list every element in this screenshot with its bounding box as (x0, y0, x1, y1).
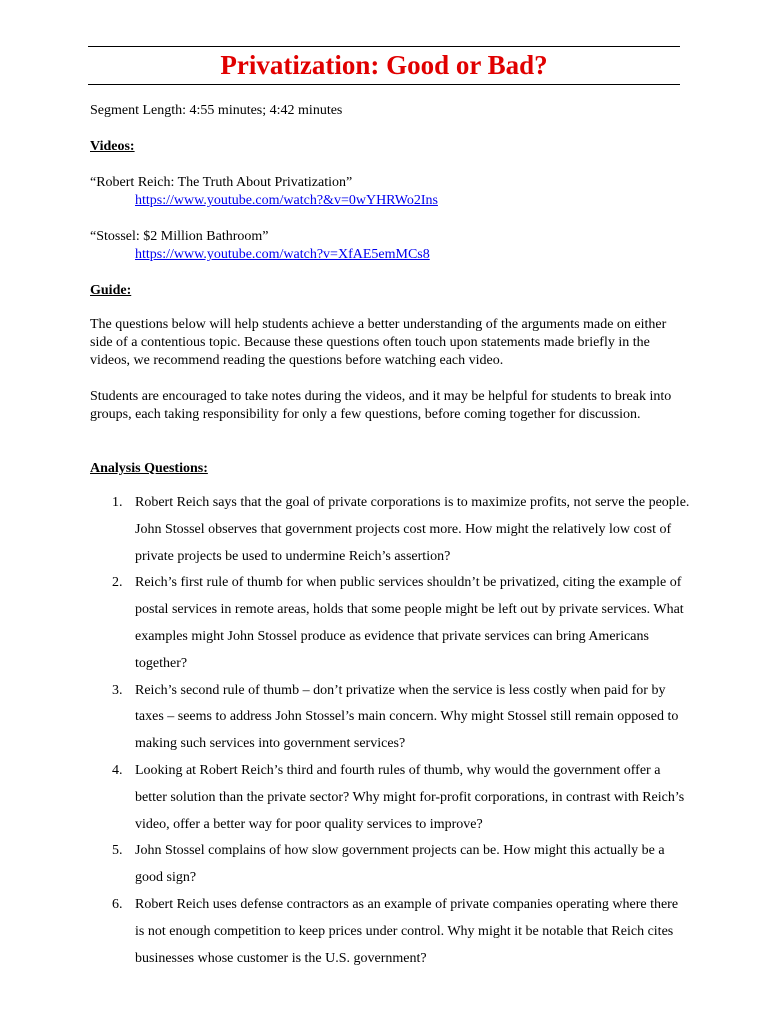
question-text: Robert Reich uses defense contractors as an example of private companies operating where there is not enough competition to keep prices under control. Why might it be notable that Reich cites businesses whose customer is the U.S. government? (135, 896, 679, 966)
question-number: 6. (112, 896, 123, 912)
question-number: 3. (112, 682, 123, 698)
question-text: Looking at Robert Reich’s third and fourth rules of thumb, why would the government offer a better solution than the private sector? Why might for-profit corporations, in contrast with Reich’s video, offer a better way for poor quality services to improve? (135, 762, 685, 832)
question-text: John Stossel complains of how slow government projects can be. How might this actually be a good sign? (135, 843, 665, 886)
question-item (90, 758, 690, 838)
guide-heading: Guide: (90, 283, 132, 298)
segment-length: Segment Length: 4:55 minutes; 4:42 minutes (90, 103, 343, 118)
document-title: Privatization: Good or Bad? (220, 50, 548, 80)
title-bottom-rule (88, 84, 680, 85)
video-title-2: “Stossel: $2 Million Bathroom” (90, 229, 269, 244)
question-text: Reich’s first rule of thumb for when public services shouldn’t be privatized, citing the example of postal services in remote areas, holds that some people might be left out by private services. What examples might John Stossel produce as evidence that private services can bring Americans together? (135, 575, 684, 671)
question-number: 4. (112, 762, 123, 778)
title-top-rule (88, 46, 680, 47)
guide-paragraph-2: Students are encouraged to take notes during the videos, and it may be helpful for students to break into groups, each taking responsibility for only a few questions, before coming together for discussion. (90, 389, 672, 422)
analysis-questions-list (90, 490, 690, 972)
guide-paragraph-1: The questions below will help students achieve a better understanding of the arguments made on either side of a contentious topic. Because these questions often touch upon statements made briefly in the videos, we recommend reading the questions before watching each video. (90, 317, 667, 368)
video-link-1[interactable]: https://www.youtube.com/watch?&v=0wYHRWo2Ins (135, 193, 438, 208)
question-text: Robert Reich says that the goal of private corporations is to maximize profits, not serve the people. John Stossel observes that government projects cost more. How might the relatively low cost of private projects be used to undermine Reich’s assertion? (135, 495, 690, 564)
video-link-2[interactable]: https://www.youtube.com/watch?v=XfAE5emMCs8 (135, 247, 430, 262)
question-item (90, 678, 690, 758)
question-number: 2. (112, 575, 123, 591)
question-item (90, 838, 690, 892)
question-number: 1. (112, 495, 123, 510)
question-text: Reich’s second rule of thumb – don’t privatize when the service is less costly when paid for by taxes – seems to address John Stossel’s main concern. Why might Stossel still remain opposed to making such services into government services? (135, 682, 679, 752)
question-item (90, 490, 690, 570)
analysis-heading: Analysis Questions: (90, 461, 208, 476)
video-title-1: “Robert Reich: The Truth About Privatization” (90, 175, 353, 190)
question-item (90, 892, 690, 972)
question-number: 5. (112, 843, 123, 859)
videos-heading: Videos: (90, 139, 135, 154)
question-item (90, 570, 690, 677)
